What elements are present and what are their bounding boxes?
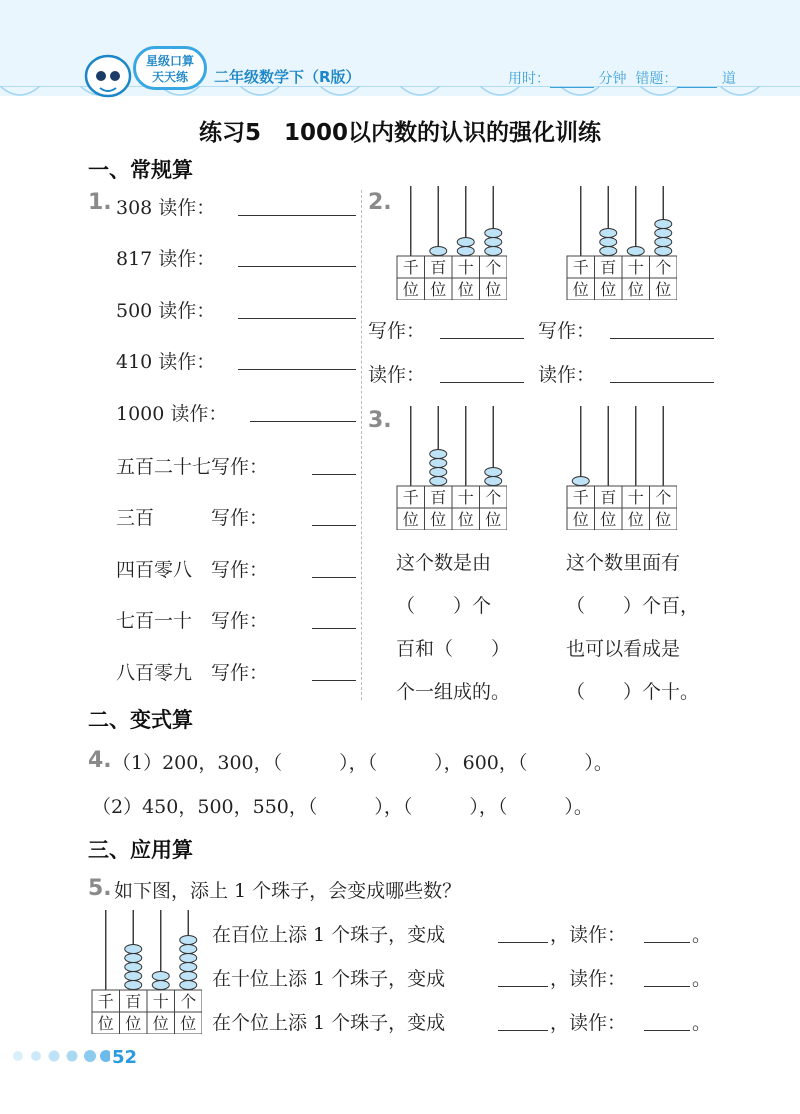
abacus-place-label: 十 xyxy=(457,258,474,277)
q2-read-blank-1[interactable] xyxy=(440,382,524,383)
abacus-place-label: 千 xyxy=(402,488,419,507)
abacus-place-suffix: 位 xyxy=(402,280,419,299)
section-heading-2: 二、变式算 xyxy=(88,708,193,732)
q2-write-blank-2[interactable] xyxy=(610,338,714,339)
q1-answer-blank[interactable] xyxy=(238,318,356,319)
abacus-bead xyxy=(430,459,447,468)
question-number-1: 1. xyxy=(88,190,112,215)
abacus-bead xyxy=(600,229,617,238)
q1-row-text: 三百 写作： xyxy=(116,507,269,529)
abacus-place-label: 千 xyxy=(402,258,419,277)
q1-row-text: 308 读作： xyxy=(116,197,216,219)
abacus-place-label: 千 xyxy=(572,488,589,507)
question-number-3: 3. xyxy=(368,408,392,433)
q5-line-end: 。 xyxy=(692,968,712,990)
abacus-place-label: 千 xyxy=(97,992,114,1011)
abacus-bead xyxy=(152,981,169,990)
q5-line-end: 。 xyxy=(692,924,712,946)
q3-text-line: （ ）个 xyxy=(396,595,492,617)
q5-number-blank[interactable] xyxy=(498,986,548,987)
abacus-place-suffix: 位 xyxy=(430,510,447,529)
abacus-place-suffix: 位 xyxy=(655,280,672,299)
q1-answer-blank[interactable] xyxy=(312,628,356,629)
abacus-place-label: 十 xyxy=(457,488,474,507)
abacus-place-label: 个 xyxy=(485,258,502,277)
q2-write-blank-1[interactable] xyxy=(440,338,524,339)
q5-read-blank[interactable] xyxy=(644,1030,690,1031)
abacus-place-suffix: 位 xyxy=(402,510,419,529)
abacus-place-suffix: 位 xyxy=(457,510,474,529)
abacus-place-label: 个 xyxy=(180,992,197,1011)
errors-blank xyxy=(677,73,717,88)
q5-number-blank[interactable] xyxy=(498,942,548,943)
q5-number-blank[interactable] xyxy=(498,1030,548,1031)
abacus-q5 xyxy=(90,906,202,1034)
abacus-place-label: 百 xyxy=(430,258,447,277)
abacus-place-label: 个 xyxy=(485,488,502,507)
q2-read-label-1: 读作： xyxy=(368,364,426,386)
q3-text-line: 这个数里面有 xyxy=(566,552,681,574)
errors-label: 错题： xyxy=(635,71,678,87)
abacus-place-label: 个 xyxy=(655,488,672,507)
time-label: 用时： xyxy=(508,71,550,87)
abacus-place-suffix: 位 xyxy=(125,1014,142,1033)
q1-row-text: 500 读作： xyxy=(116,300,216,322)
abacus-place-label: 十 xyxy=(627,258,644,277)
abacus-bead xyxy=(485,229,502,238)
abacus-bead xyxy=(180,945,197,954)
q1-row-text: 1000 读作： xyxy=(116,403,228,425)
q1-row-text: 七百一十 写作： xyxy=(116,610,269,632)
abacus-bead xyxy=(485,477,502,486)
q3-text-line: 这个数是由 xyxy=(396,552,492,574)
abacus-q2-a xyxy=(395,180,507,300)
q1-answer-blank[interactable] xyxy=(312,474,356,475)
q1-row-text: 410 读作： xyxy=(116,351,216,373)
abacus-place-suffix: 位 xyxy=(627,510,644,529)
abacus-bead xyxy=(125,972,142,981)
abacus-place-suffix: 位 xyxy=(457,280,474,299)
q5-line-prefix: 在十位上添 1 个珠子，变成 xyxy=(212,968,446,990)
q1-answer-blank[interactable] xyxy=(312,680,356,681)
abacus-bead xyxy=(125,954,142,963)
q1-answer-blank[interactable] xyxy=(312,577,356,578)
abacus-place-label: 百 xyxy=(600,258,617,277)
q5-read-label: ，读作： xyxy=(550,968,627,990)
abacus-bead xyxy=(125,963,142,972)
time-blank xyxy=(550,73,594,88)
q5-line-prefix: 在百位上添 1 个珠子，变成 xyxy=(212,924,446,946)
q2-write-label-1: 写作： xyxy=(368,320,426,342)
abacus-bead xyxy=(125,945,142,954)
abacus-bead xyxy=(655,238,672,247)
abacus-bead xyxy=(430,247,447,256)
abacus-bead xyxy=(430,468,447,477)
q5-read-blank[interactable] xyxy=(644,942,690,943)
count-unit: 道 xyxy=(721,71,736,87)
q3-text-line: 百和（ ） xyxy=(396,638,511,660)
q4-line-1: （1）200，300，（ ），（ ），600，（ ）。 xyxy=(112,752,613,774)
abacus-bead xyxy=(152,972,169,981)
abacus-bead xyxy=(180,963,197,972)
abacus-place-suffix: 位 xyxy=(97,1014,114,1033)
abacus-bead xyxy=(125,981,142,990)
q1-answer-blank[interactable] xyxy=(312,525,356,526)
abacus-bead xyxy=(430,477,447,486)
q2-read-label-2: 读作： xyxy=(538,364,596,386)
logo-badge xyxy=(133,46,207,90)
logo-line-2: 天天练 xyxy=(151,70,188,84)
abacus-place-suffix: 位 xyxy=(430,280,447,299)
q5-prompt: 如下图，添上 1 个珠子，会变成哪些数？ xyxy=(114,880,462,902)
section-heading-3: 三、应用算 xyxy=(88,838,193,862)
abacus-place-label: 个 xyxy=(655,258,672,277)
q4-line-2: （2）450，500，550，（ ），（ ），（ ）。 xyxy=(92,796,593,818)
abacus-place-suffix: 位 xyxy=(627,280,644,299)
abacus-bead xyxy=(457,247,474,256)
q5-line-end: 。 xyxy=(692,1012,712,1034)
q1-answer-blank[interactable] xyxy=(238,215,356,216)
q1-answer-blank[interactable] xyxy=(238,369,356,370)
abacus-place-label: 十 xyxy=(152,992,169,1011)
abacus-bead xyxy=(485,468,502,477)
abacus-bead xyxy=(627,247,644,256)
abacus-bead xyxy=(655,220,672,229)
q1-answer-blank[interactable] xyxy=(250,421,356,422)
page-number: 52 xyxy=(112,1047,138,1068)
q1-row-text: 五百二十七写作： xyxy=(116,456,269,478)
q2-read-blank-2[interactable] xyxy=(610,382,714,383)
q3-text-line: （ ）个百， xyxy=(566,595,700,617)
footer-dots-decoration xyxy=(10,1048,110,1064)
q1-answer-blank[interactable] xyxy=(238,266,356,267)
minute-label: 分钟 xyxy=(598,71,627,87)
abacus-bead xyxy=(180,981,197,990)
logo-line-1: 星级口算 xyxy=(145,54,194,68)
q5-read-label: ，读作： xyxy=(550,1012,627,1034)
abacus-bead xyxy=(180,936,197,945)
q3-text-line: （ ）个十。 xyxy=(566,681,700,703)
q3-text-line: 也可以看成是 xyxy=(566,638,681,660)
abacus-q2-b xyxy=(565,180,677,300)
q1-row-text: 817 读作： xyxy=(116,248,216,270)
q1-row-text: 八百零九 写作： xyxy=(116,662,269,684)
q3-text-line: 个一组成的。 xyxy=(396,681,511,703)
abacus-bead xyxy=(180,954,197,963)
abacus-bead xyxy=(485,247,502,256)
question-number-2: 2. xyxy=(368,190,392,215)
abacus-bead xyxy=(655,247,672,256)
abacus-bead xyxy=(430,450,447,459)
abacus-place-suffix: 位 xyxy=(572,510,589,529)
abacus-place-label: 百 xyxy=(600,488,617,507)
abacus-place-suffix: 位 xyxy=(485,510,502,529)
page-title: 练习5 1000以内数的认识的强化训练 xyxy=(198,120,602,146)
abacus-bead xyxy=(457,238,474,247)
mascot-icon xyxy=(80,52,136,104)
q5-read-label: ，读作： xyxy=(550,924,627,946)
abacus-place-suffix: 位 xyxy=(600,510,617,529)
abacus-place-label: 十 xyxy=(627,488,644,507)
abacus-q3-a xyxy=(395,400,507,530)
abacus-bead xyxy=(600,238,617,247)
abacus-place-suffix: 位 xyxy=(152,1014,169,1033)
section-heading-1: 一、常规算 xyxy=(88,158,193,182)
question-number-5: 5. xyxy=(88,876,112,901)
question-number-4: 4. xyxy=(88,748,112,773)
q5-line-prefix: 在个位上添 1 个珠子，变成 xyxy=(212,1012,446,1034)
q5-read-blank[interactable] xyxy=(644,986,690,987)
timer-row xyxy=(508,68,736,88)
abacus-bead xyxy=(655,229,672,238)
grade-label: 二年级数学下（R版） xyxy=(214,68,361,86)
abacus-place-label: 百 xyxy=(430,488,447,507)
abacus-bead xyxy=(485,238,502,247)
abacus-place-suffix: 位 xyxy=(655,510,672,529)
abacus-place-suffix: 位 xyxy=(572,280,589,299)
abacus-bead xyxy=(180,972,197,981)
abacus-bead xyxy=(600,247,617,256)
column-divider xyxy=(361,190,362,700)
q1-row-text: 四百零八 写作： xyxy=(116,559,269,581)
abacus-bead xyxy=(572,477,589,486)
abacus-place-label: 百 xyxy=(125,992,142,1011)
abacus-place-label: 千 xyxy=(572,258,589,277)
abacus-place-suffix: 位 xyxy=(600,280,617,299)
q2-write-label-2: 写作： xyxy=(538,320,596,342)
abacus-place-suffix: 位 xyxy=(180,1014,197,1033)
abacus-place-suffix: 位 xyxy=(485,280,502,299)
abacus-q3-b xyxy=(565,400,677,530)
